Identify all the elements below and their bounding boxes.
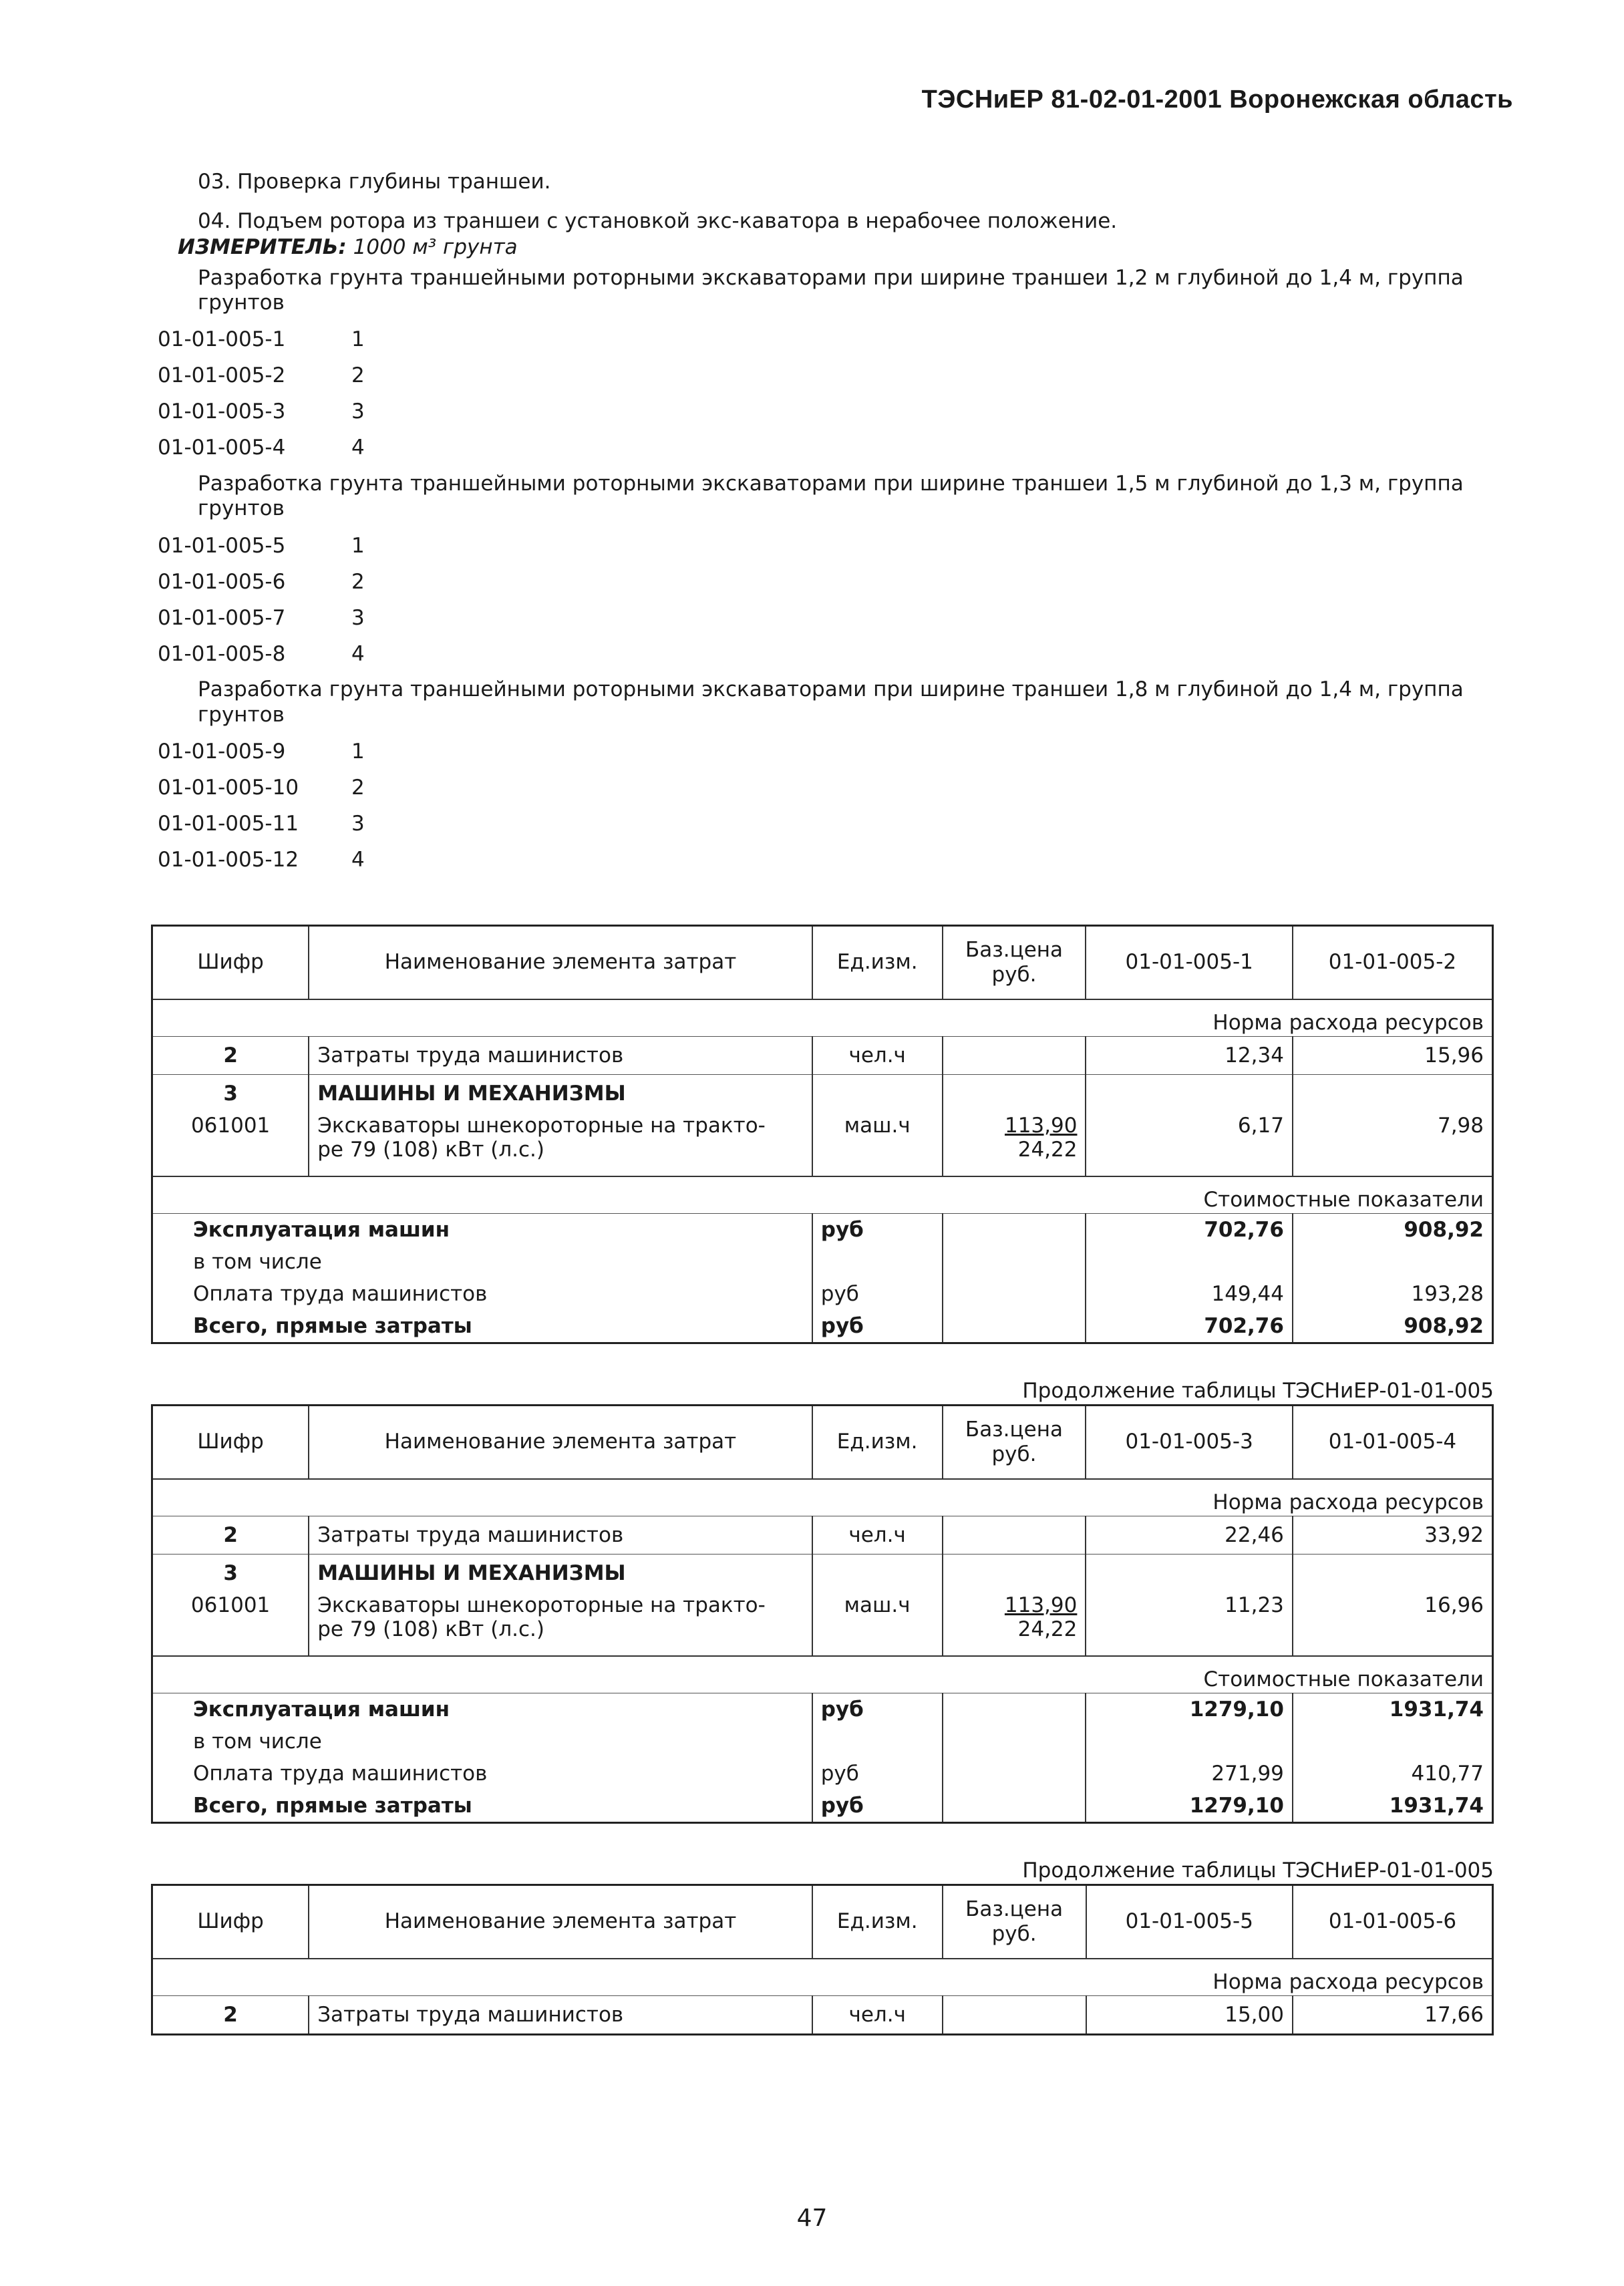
cell-name: Всего, прямые затраты [152,1310,812,1343]
code: 01-01-005-6 [158,569,286,594]
cell-price [943,1516,1086,1555]
section-row [152,1176,1493,1214]
norm-table-2 [151,1377,1494,1824]
code-row [158,770,1494,806]
code-list [158,528,1494,672]
table-row [152,1693,1493,1726]
cell-value: 12,34 [1086,1037,1292,1075]
cell-unit [812,1246,943,1278]
intro-section [158,170,1494,878]
header-cipher: Шифр [152,926,309,1000]
header-price [943,1406,1086,1480]
section-norm: Норма расхода ресурсов [152,999,1493,1037]
header-unit: Ед.изм. [812,1406,943,1480]
code-row [158,358,1494,394]
code-row [158,564,1494,600]
cell-price [943,1213,1086,1246]
table-row [152,1758,1493,1790]
header-unit: Ед.изм. [812,926,943,1000]
code: 01-01-005-10 [158,776,299,800]
section-cost: Стоимостные показатели [152,1656,1493,1693]
document-header: ТЭСНиЕР 81-02-01-2001 Воронежская область [921,86,1513,114]
cell-name: Оплата труда машинистов [152,1758,812,1790]
operation-3: 03. Проверка глубины траншеи. [198,170,551,194]
code: 01-01-005-3 [158,399,286,424]
soil-group: 3 [351,399,365,424]
continuation-note: Продолжение таблицы ТЭСНиЕР-01-01-005 [1022,1379,1494,1403]
code: 01-01-005-4 [158,436,286,460]
table-row [152,1790,1493,1823]
cell-name [309,1592,812,1656]
cell-value: 7,98 [1293,1112,1493,1176]
cell-price [943,1075,1086,1112]
cell-value [1293,1555,1493,1592]
section-row [152,1959,1493,1996]
section-cost: Стоимостные показатели [152,1176,1493,1214]
cell-unit: руб [812,1790,943,1823]
group-description: Разработка грунта траншейными роторными экскаваторами при ширине траншеи 1,8 м глубиной до 1,4 м, группа грунтов [198,677,1464,727]
header-price-line2: руб. [991,963,1037,987]
cell-name: Всего, прямые затраты [152,1790,812,1823]
code-row [158,322,1494,358]
code: 01-01-005-1 [158,327,286,352]
header-name: Наименование элемента затрат [309,1885,812,1959]
cell-value: 15,96 [1293,1037,1493,1075]
cell-unit: чел.ч [812,1996,943,2035]
table-header-row [152,926,1493,1000]
code-row [158,394,1494,430]
code-row [158,430,1494,466]
soil-group: 4 [351,848,365,872]
section-row [152,1479,1493,1516]
cell-cipher: 3 [152,1555,309,1592]
section-row [152,1656,1493,1693]
soil-group: 1 [351,533,365,558]
cell-value: 271,99 [1086,1758,1293,1790]
cell-name: Затраты труда машинистов [309,1516,812,1555]
cell-unit [812,1555,943,1592]
price-total: 113,90 [1004,1593,1078,1617]
code: 01-01-005-11 [158,812,299,836]
cell-value: 149,44 [1086,1278,1292,1310]
cell-value: 908,92 [1293,1213,1493,1246]
cell-value: 15,00 [1086,1996,1293,2035]
cell-cipher: 3 [152,1075,309,1112]
cell-unit: маш.ч [812,1592,943,1656]
cell-unit: чел.ч [812,1037,943,1075]
cell-value: 17,66 [1293,1996,1493,2035]
cell-price [943,1693,1086,1726]
cell-price [943,1726,1086,1758]
meter-line [178,235,1494,260]
table-row [152,1555,1493,1592]
header-price-line1: Баз.цена [965,1417,1063,1442]
cell-price [943,1555,1086,1592]
header-price-line2: руб. [991,1922,1037,1946]
header-price-line1: Баз.цена [965,937,1064,962]
section-norm: Норма расхода ресурсов [152,1479,1493,1516]
table-header-row [152,1406,1493,1480]
table-row [152,1996,1493,2035]
table-row [152,1213,1493,1246]
cell-name: в том числе [152,1726,812,1758]
cell-name-line2: ре 79 (108) кВт (л.с.) [317,1617,544,1641]
cell-unit [812,1726,943,1758]
cell-price [943,1246,1086,1278]
cell-unit [812,1075,943,1112]
group-3 [158,677,1494,878]
code: 01-01-005-2 [158,363,286,388]
cell-value: 1279,10 [1086,1693,1293,1726]
cell-value [1086,1075,1292,1112]
cell-name: Эксплуатация машин [152,1693,812,1726]
soil-group: 1 [351,740,365,764]
group-1 [158,266,1494,466]
cell-value: 16,96 [1293,1592,1493,1656]
cell-value: 6,17 [1086,1112,1292,1176]
header-cipher: Шифр [152,1885,309,1959]
code: 01-01-005-8 [158,641,286,666]
header-price-line1: Баз.цена [965,1897,1064,1921]
soil-group: 2 [351,776,365,800]
header-col-b: 01-01-005-4 [1293,1406,1493,1480]
header-price-line2: руб. [991,1442,1037,1466]
cell-unit: руб [812,1213,943,1246]
cell-cipher: 2 [152,1996,309,2035]
header-col-a: 01-01-005-1 [1086,926,1292,1000]
cell-unit: руб [812,1693,943,1726]
code-row [158,734,1494,770]
cell-price [943,1278,1086,1310]
cell-cipher: 061001 [152,1592,309,1656]
table-row [152,1246,1493,1278]
cell-value: 193,28 [1293,1278,1493,1310]
table-row [152,1726,1493,1758]
cell-name: в том числе [152,1246,812,1278]
norm-table [151,925,1494,1344]
cell-value: 22,46 [1086,1516,1293,1555]
cell-cipher: 061001 [152,1112,309,1176]
code-row [158,528,1494,564]
soil-group: 3 [351,812,365,836]
cell-name [309,1112,812,1176]
table-row [152,1278,1493,1310]
cell-value: 11,23 [1086,1592,1293,1656]
cell-name-line1: Экскаваторы шнекороторные на тракто- [317,1113,766,1138]
cell-name: Затраты труда машинистов [309,1037,812,1075]
code: 01-01-005-5 [158,533,286,558]
cell-unit: руб [812,1758,943,1790]
cell-value [1086,1246,1292,1278]
table-row [152,1037,1493,1075]
cell-value: 1931,74 [1293,1693,1493,1726]
cell-value: 1279,10 [1086,1790,1293,1823]
price-total: 113,90 [1004,1113,1078,1138]
cell-value [1293,1075,1493,1112]
group-description: Разработка грунта траншейными роторными экскаваторами при ширине траншеи 1,5 м глубиной до 1,3 м, группа грунтов [198,471,1464,521]
cell-name: Эксплуатация машин [152,1213,812,1246]
cell-value: 702,76 [1086,1310,1292,1343]
header-col-b: 01-01-005-2 [1293,926,1493,1000]
header-col-a: 01-01-005-5 [1086,1885,1293,1959]
cell-value: 1931,74 [1293,1790,1493,1823]
cell-value [1086,1555,1293,1592]
norm-table [151,1884,1494,2035]
soil-group: 2 [351,569,365,594]
norm-table-3 [151,1857,1494,2035]
code: 01-01-005-9 [158,740,286,764]
price-wages: 24,22 [1017,1137,1078,1162]
operation-4: 04. Подъем ротора из траншеи с установкой экс-кавaтора в нерабочее положение. [198,209,1118,234]
code-row [158,842,1494,878]
cell-unit: руб [812,1310,943,1343]
code-list [158,734,1494,878]
header-col-a: 01-01-005-3 [1086,1406,1293,1480]
cell-value: 702,76 [1086,1213,1292,1246]
cell-price [943,1758,1086,1790]
cell-cipher: 2 [152,1037,309,1075]
continuation-note: Продолжение таблицы ТЭСНиЕР-01-01-005 [1022,1858,1494,1883]
header-col-b: 01-01-005-6 [1293,1885,1493,1959]
section-row [152,999,1493,1037]
table-row [152,1112,1493,1176]
norm-table-1 [151,925,1494,1344]
cell-value [1293,1246,1493,1278]
code-row [158,600,1494,636]
cell-price [943,1996,1086,2035]
cell-price [943,1592,1086,1656]
header-name: Наименование элемента затрат [309,1406,812,1480]
cell-price [943,1112,1086,1176]
cell-name: МАШИНЫ И МЕХАНИЗМЫ [309,1555,812,1592]
cell-cipher: 2 [152,1516,309,1555]
cell-value: 33,92 [1293,1516,1493,1555]
cell-unit: руб [812,1278,943,1310]
soil-group: 3 [351,605,365,630]
soil-group: 4 [351,641,365,666]
header-unit: Ед.изм. [812,1885,943,1959]
cell-value [1086,1726,1293,1758]
soil-group: 4 [351,436,365,460]
header-cipher: Шифр [152,1406,309,1480]
header-price [943,926,1086,1000]
table-row [152,1075,1493,1112]
section-norm: Норма расхода ресурсов [152,1959,1493,1996]
cell-name: МАШИНЫ И МЕХАНИЗМЫ [309,1075,812,1112]
table-header-row [152,1885,1493,1959]
cell-name: Затраты труда машинистов [309,1996,812,2035]
code: 01-01-005-12 [158,848,299,872]
cell-price [943,1037,1086,1075]
code-row [158,806,1494,842]
header-name: Наименование элемента затрат [309,926,812,1000]
meter-label: ИЗМЕРИТЕЛЬ: [178,235,347,260]
header-price [943,1885,1086,1959]
soil-group: 1 [351,327,365,352]
cell-name-line2: ре 79 (108) кВт (л.с.) [317,1137,544,1162]
cell-unit: чел.ч [812,1516,943,1555]
cell-value: 410,77 [1293,1758,1493,1790]
norm-table [151,1404,1494,1824]
cell-value: 908,92 [1293,1310,1493,1343]
cell-name-line1: Экскаваторы шнекороторные на тракто- [317,1593,766,1617]
cell-name: Оплата труда машинистов [152,1278,812,1310]
code: 01-01-005-7 [158,605,286,630]
cell-unit: маш.ч [812,1112,943,1176]
group-2 [158,472,1494,672]
price-wages: 24,22 [1017,1617,1078,1641]
cell-price [943,1790,1086,1823]
group-description: Разработка грунта траншейными роторными экскаваторами при ширине траншеи 1,2 м глубиной до 1,4 м, группа грунтов [198,265,1464,315]
code-list [158,322,1494,466]
table-row [152,1516,1493,1555]
cell-price [943,1310,1086,1343]
page-number: 47 [796,2205,828,2232]
code-row [158,636,1494,672]
meter-value: 1000 м³ грунта [353,235,518,260]
table-row [152,1592,1493,1656]
soil-group: 2 [351,363,365,388]
cell-value [1293,1726,1493,1758]
table-row [152,1310,1493,1343]
